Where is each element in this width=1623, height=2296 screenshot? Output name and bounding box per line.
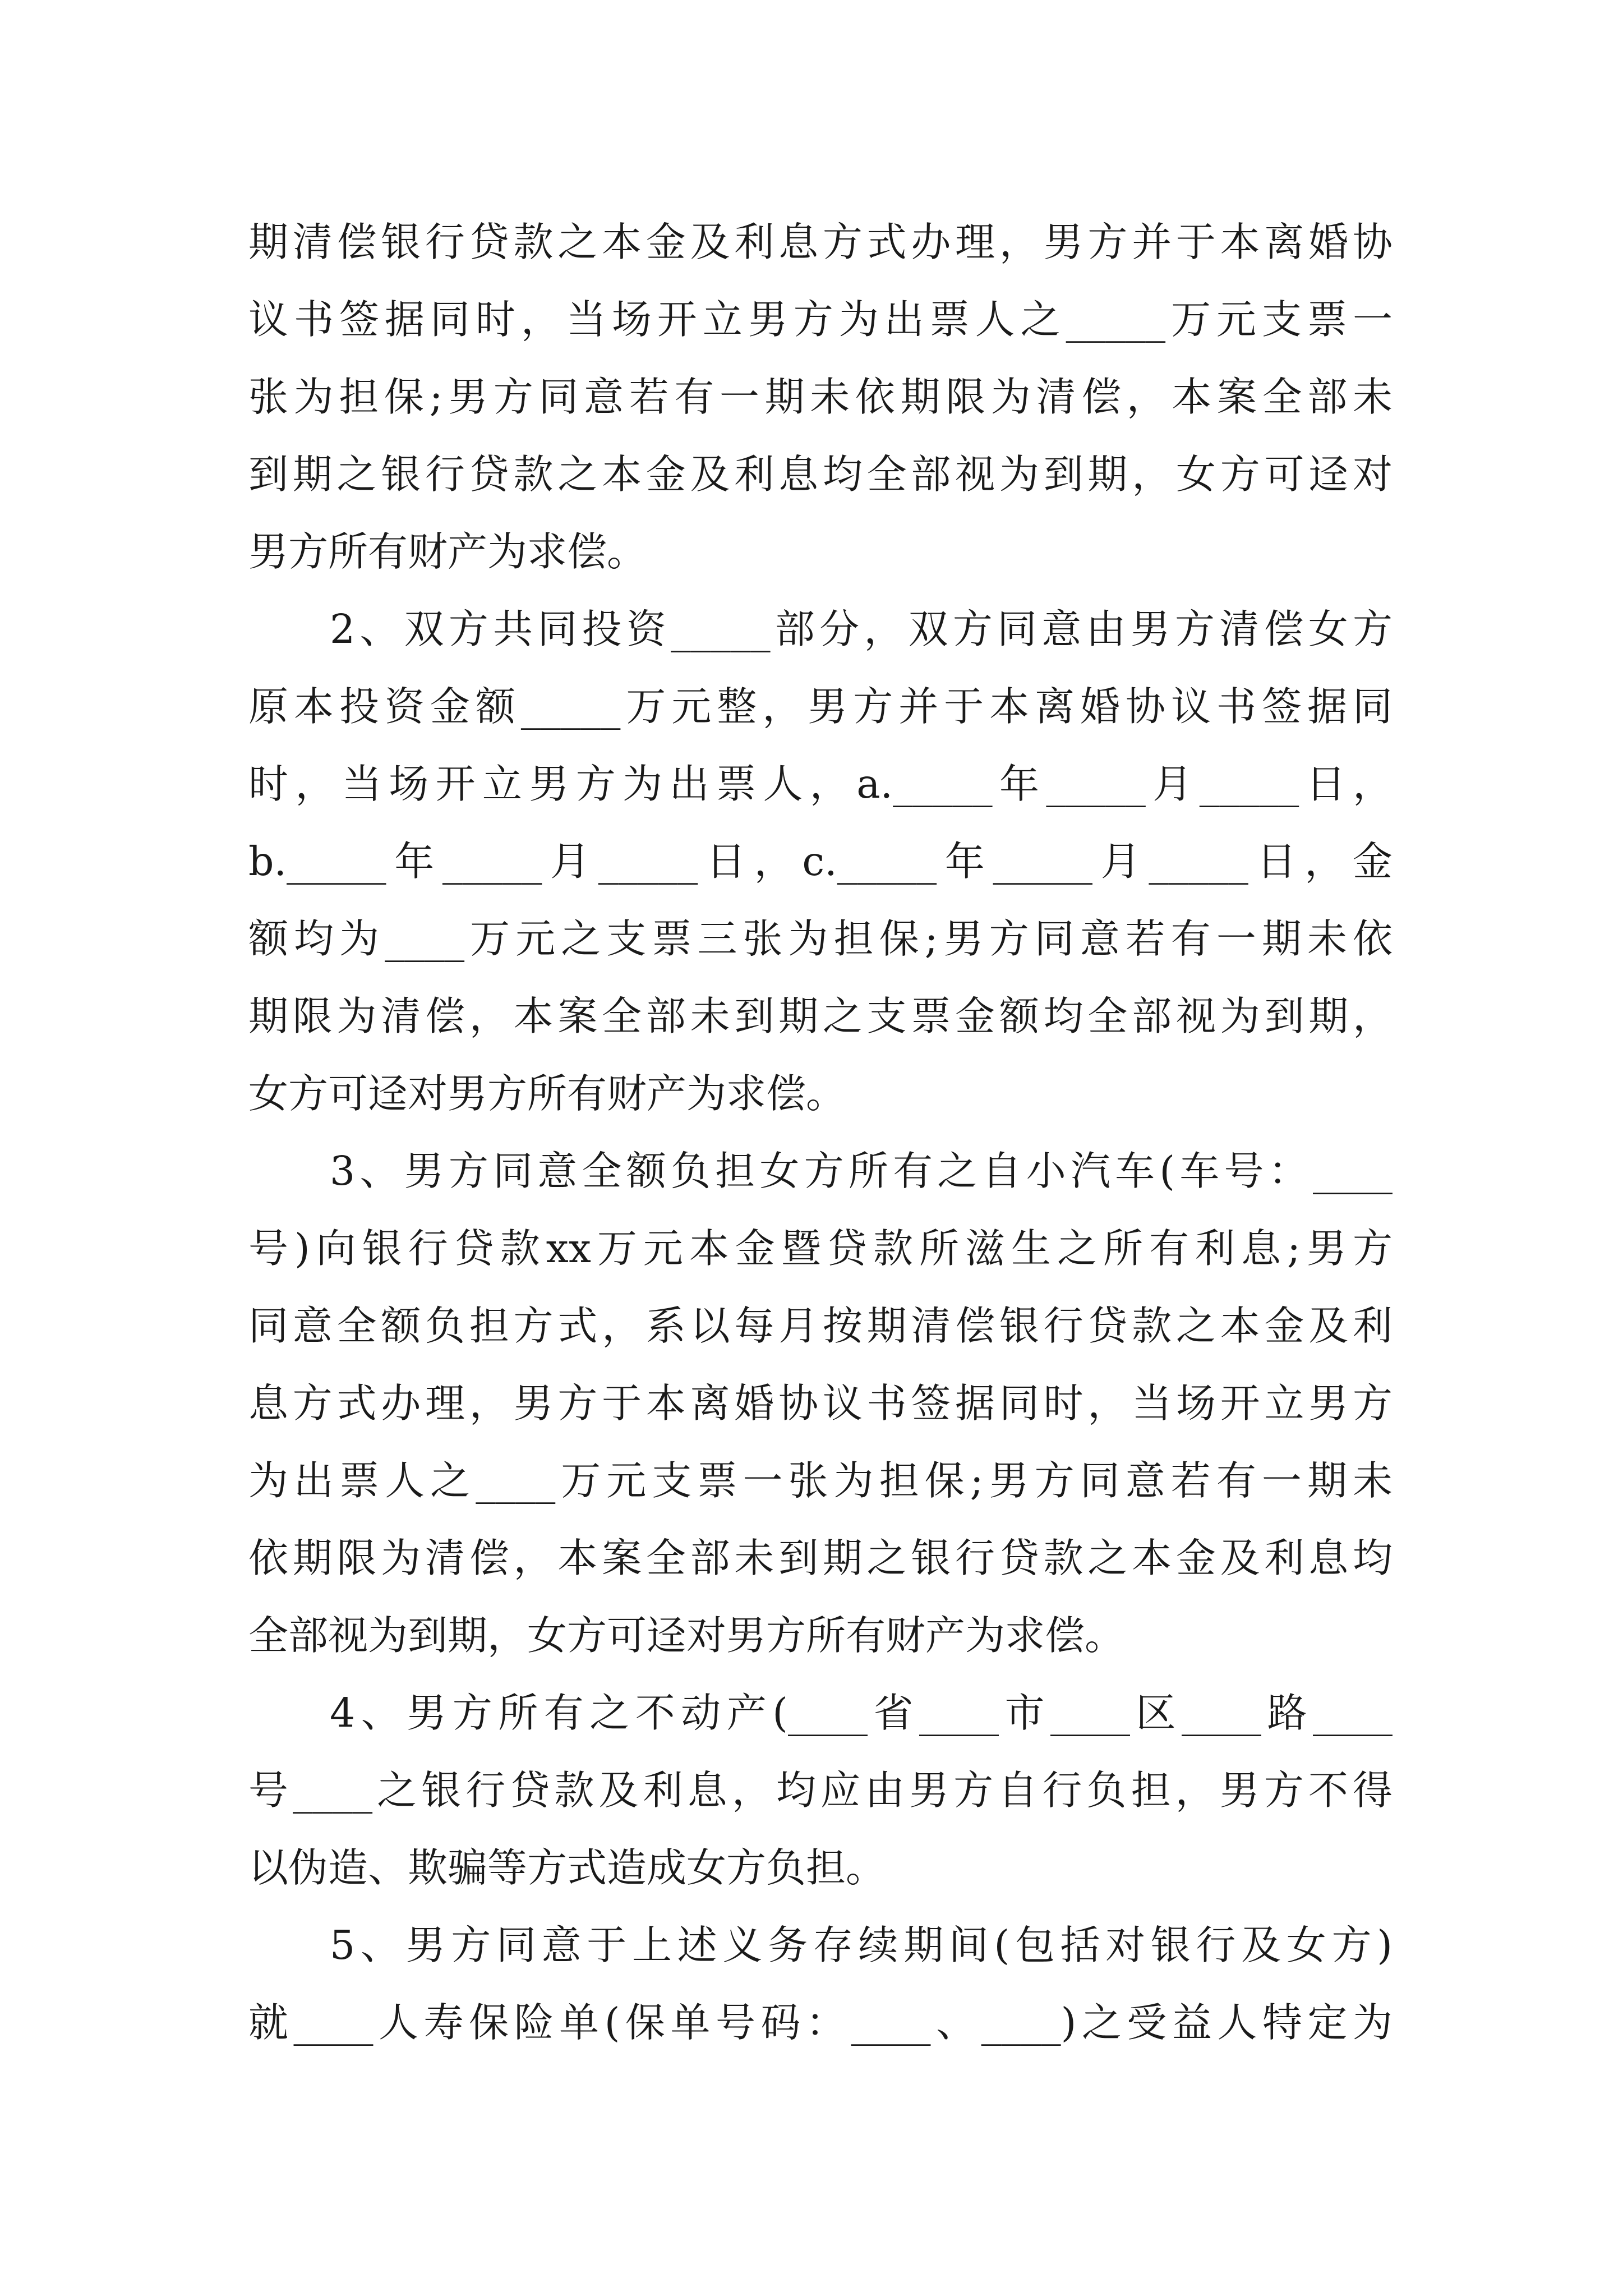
- paragraph-4-start: 4、男方所有之不动产(____省____市____区____路____: [330, 1690, 1393, 1736]
- text-line: 以伪造、欺骗等方式造成女方负担。: [248, 1844, 886, 1891]
- text-line: 同意全额负担方式，系以每月按期清偿银行贷款之本金及利: [248, 1303, 1393, 1349]
- text-line: 时，当场开立男方为出票人，a._____年_____月_____日，: [248, 761, 1393, 807]
- paragraph-5-start: 5、男方同意于上述义务存续期间(包括对银行及女方): [330, 1922, 1393, 1968]
- paragraph-2-start: 2、双方共同投资_____部分，双方同意由男方清偿女方: [330, 606, 1393, 652]
- text-line: 议书签据同时，当场开立男方为出票人之_____万元支票一: [248, 296, 1393, 343]
- text-line: 额均为____万元之支票三张为担保;男方同意若有一期未依: [248, 915, 1393, 962]
- text-line: 张为担保;男方同意若有一期未依期限为清偿，本案全部未: [248, 374, 1393, 420]
- text-line: 就____人寿保险单(保单号码：____、____)之受益人特定为: [248, 1999, 1393, 2046]
- text-line: 期清偿银行贷款之本金及利息方式办理，男方并于本离婚协: [248, 219, 1393, 265]
- text-line: 号____之银行贷款及利息，均应由男方自行负担，男方不得: [248, 1767, 1393, 1814]
- text-line: 期限为清偿，本案全部未到期之支票金额均全部视为到期，: [248, 993, 1393, 1039]
- text-line: 为出票人之____万元支票一张为担保;男方同意若有一期未: [248, 1457, 1393, 1504]
- text-line: 原本投资金额_____万元整，男方并于本离婚协议书签据同: [248, 683, 1393, 730]
- text-line: 男方所有财产为求偿。: [248, 528, 647, 575]
- text-line: 全部视为到期，女方可迳对男方所有财产为求偿。: [248, 1612, 1125, 1659]
- text-line: 息方式办理，男方于本离婚协议书签据同时，当场开立男方: [248, 1380, 1393, 1427]
- paragraph-3-start: 3、男方同意全额负担女方所有之自小汽车(车号：____: [330, 1148, 1393, 1194]
- text-line: 到期之银行贷款之本金及利息均全部视为到期，女方可迳对: [248, 451, 1393, 498]
- text-line: 依期限为清偿，本案全部未到期之银行贷款之本金及利息均: [248, 1535, 1393, 1581]
- text-line: b._____年_____月_____日，c._____年_____月_____日，金: [248, 838, 1393, 885]
- text-line: 号)向银行贷款xx万元本金暨贷款所滋生之所有利息;男方: [248, 1225, 1393, 1272]
- text-line: 女方可迳对男方所有财产为求偿。: [248, 1070, 846, 1117]
